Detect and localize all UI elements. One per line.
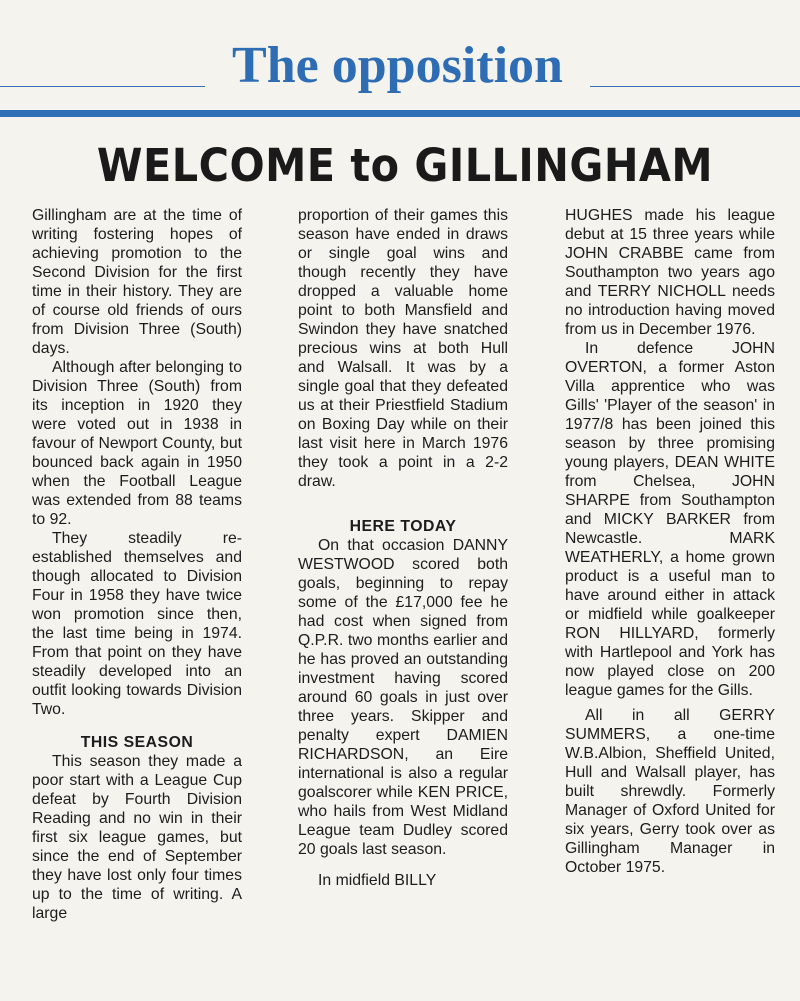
- paragraph: Gillingham are at the time of writing fostering hopes of achieving promotion to the Second Division for the first time in their history. They are of course old friends of ours from Division Three (South) days.: [32, 207, 242, 357]
- paragraph: They steadily re-established themselves and though allocated to Division Four in 1958 they have twice won promotion since then, the last time being in 1974. From that point on they have steadily developed into an outfit looking towards Division Two.: [32, 530, 242, 718]
- page-header: [0, 0, 800, 120]
- subheading-here-today: HERE TODAY: [349, 518, 457, 535]
- paragraph: On that occasion DANNY WESTWOOD scored both goals, beginning to repay some of the £17,000 fee he had cost when signed from Q.P.R. two months earlier and he has proved an outstanding investment having scored around 60 goals in just over three years. Skipper and penalty expert DAMIEN RICHARDSON, an Eire international is also a regular goalscorer while KEN PRICE, who hails from West Midland League team Dudley scored 20 goals last season.: [298, 537, 508, 858]
- article-column-3: [565, 206, 775, 877]
- paragraph: This season they made a poor start with a League Cup defeat by Fourth Division Reading and no win in their first six league games, but since the end of September they have lost only four times up to the time of writing. A large: [32, 753, 242, 922]
- paragraph: All in all GERRY SUMMERS, a one-time W.B.Albion, Sheffield United, Hull and Walsall player, has built shrewdly. Formerly Manager of Oxford United for six years, Gerry took over as Gillingham Manager in October 1975.: [565, 707, 775, 876]
- section-title: The opposition: [232, 37, 563, 94]
- article-headline: WELCOME to GILLINGHAM: [96, 139, 714, 192]
- paragraph: Although after belonging to Division Three (South) from its inception in 1920 they were voted out in 1938 in favour of Newport County, but bounced back again in 1950 when the Football League was extended from 88 teams to 92.: [32, 359, 242, 528]
- subheading-this-season: THIS SEASON: [80, 734, 194, 751]
- article-column-2: [298, 206, 508, 890]
- paragraph: In defence JOHN OVERTON, a former Aston Villa apprentice who was Gills' 'Player of the season' in 1977/8 has been joined this season by three promising young players, DEAN WHITE from Chelsea, JOHN SHARPE from Southampton and MICKY BARKER from Newcastle. MARK WEATHERLY, a home grown product is a useful man to have around either in attack or midfield while goalkeeper RON HILLYARD, formerly with Hartlepool and York has now played close on 200 league games for the Gills.: [565, 340, 775, 699]
- article-column-1: [32, 206, 242, 923]
- header-rule-right: [590, 86, 800, 87]
- paragraph: HUGHES made his league debut at 15 three years while JOHN CRABBE came from Southampton two years ago and TERRY NICHOLL needs no introduction having moved from us in December 1976.: [565, 207, 775, 338]
- header-divider: [0, 110, 800, 117]
- header-rule-left: [0, 86, 205, 87]
- paragraph: In midfield BILLY: [318, 872, 437, 889]
- paragraph: proportion of their games this season have ended in draws or single goal wins and though recently they have dropped a valuable home point to both Mansfield and Swindon they have snatched precious wins at both Hull and Walsall. It was by a single goal that they defeated us at their Priestfield Stadium on Boxing Day while on their last visit here in March 1976 they took a point in a 2-2 draw.: [298, 207, 508, 490]
